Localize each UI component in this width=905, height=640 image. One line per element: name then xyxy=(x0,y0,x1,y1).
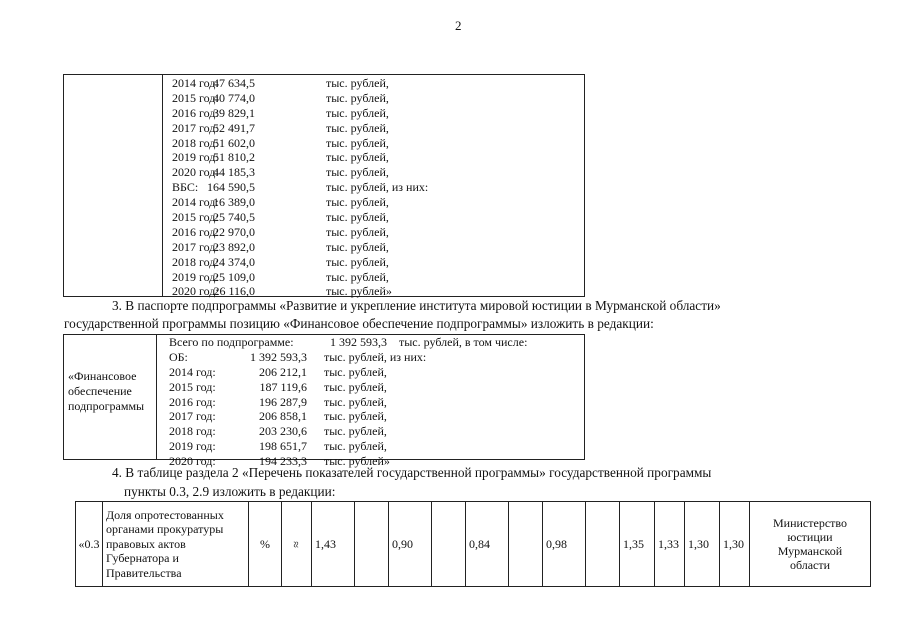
row-unit: тыс. рублей, из них: xyxy=(326,180,429,195)
row-unit: тыс. рублей, xyxy=(324,379,387,394)
row-value: 44 185,3 xyxy=(213,165,255,180)
row-value: 16 389,0 xyxy=(213,195,255,210)
row-label: 2014 год: xyxy=(172,76,219,90)
row-unit: тыс. рублей, xyxy=(326,224,389,239)
row-label: 2020 год: xyxy=(172,284,219,299)
row-label: 2015 год: xyxy=(169,379,216,394)
responsible-executor xyxy=(750,502,871,587)
page-number: 2 xyxy=(455,18,462,33)
row-unit: тыс. рублей, xyxy=(326,90,389,105)
row-unit: тыс. рублей, xyxy=(326,135,389,150)
table-row xyxy=(172,76,584,91)
row-label: 2019 год: xyxy=(172,269,219,284)
indicator-value: 1,43 xyxy=(312,502,355,587)
row-unit: тыс. рублей, xyxy=(324,439,387,454)
row-label: 2020 год: xyxy=(172,165,219,180)
table-row xyxy=(169,395,584,410)
indicator-unit: % xyxy=(249,502,282,587)
table-row xyxy=(172,180,584,195)
row-unit: тыс. рублей» xyxy=(324,454,390,469)
row-value: 164 590,5 xyxy=(207,180,255,195)
table-row xyxy=(76,502,871,587)
row-value: 187 119,6 xyxy=(259,379,307,394)
row-unit: тыс. рублей, из них: xyxy=(324,349,427,364)
paragraph-4-line-1: 4. В таблице раздела 2 «Перечень показателей государственной программы» государственной программы xyxy=(112,465,712,480)
table-row xyxy=(169,424,584,439)
responsible-line: юстиции xyxy=(787,530,833,544)
row-value: 23 892,0 xyxy=(213,239,255,254)
row-value: 22 970,0 xyxy=(213,224,255,239)
row-label: 2017 год: xyxy=(169,409,216,424)
row-unit: тыс. рублей» xyxy=(326,284,392,299)
row-label: 2017 год: xyxy=(172,239,219,254)
row-label: 2016 год: xyxy=(169,394,216,409)
table-row xyxy=(169,439,584,454)
paragraph-3-line-2: государственной программы позицию «Финансовое обеспечение подпрограммы» изложить в редакции: xyxy=(64,316,654,331)
row-label: 2014 год: xyxy=(169,364,216,379)
financing-rows xyxy=(172,76,584,299)
indicator-code: «0.3 xyxy=(76,502,103,587)
row-label: 2015 год: xyxy=(172,210,219,225)
row-unit: тыс. рублей, xyxy=(324,424,387,439)
row-label: 2014 год: xyxy=(172,195,219,210)
row-label: 2019 год: xyxy=(172,150,219,165)
row-unit: тыс. рублей, xyxy=(326,195,389,210)
total-row xyxy=(169,335,584,350)
direction-mark: ≈ xyxy=(289,540,303,548)
row-unit: тыс. рублей, xyxy=(326,120,389,135)
row-unit: тыс. рублей, xyxy=(326,150,389,165)
row-value: 24 374,0 xyxy=(213,254,255,269)
row-label: 2018 год: xyxy=(172,135,219,150)
table-row xyxy=(172,106,584,121)
subprogram-financing-table xyxy=(63,334,585,469)
row-value: 47 634,5 xyxy=(213,76,255,90)
row-unit: тыс. рублей, xyxy=(326,76,389,90)
indicator-value: 1,33 xyxy=(655,502,685,587)
row-value: 51 602,0 xyxy=(213,135,255,150)
row-value: 194 233,3 xyxy=(259,454,307,469)
table-row xyxy=(172,240,584,255)
indicator-value: 0,84 xyxy=(466,502,509,587)
table-row xyxy=(172,195,584,210)
row-unit: тыс. рублей, xyxy=(326,239,389,254)
indicator-value: 1,30 xyxy=(685,502,720,587)
responsible-line: Мурманской xyxy=(777,544,843,558)
table-row xyxy=(169,365,584,380)
row-value: 196 287,9 xyxy=(259,394,307,409)
row-label: 2019 год: xyxy=(169,439,216,454)
row-label: 2020 год: xyxy=(169,454,216,469)
row-unit: тыс. рублей, xyxy=(324,394,387,409)
row-value: 203 230,6 xyxy=(259,424,307,439)
row-label: ОБ: xyxy=(169,349,188,364)
indicator-value xyxy=(509,502,543,587)
paragraph-4-line-2: пункты 0.3, 2.9 изложить в редакции: xyxy=(124,484,336,499)
subprogram-year-rows xyxy=(169,350,584,469)
row-value: 25 740,5 xyxy=(213,210,255,225)
row-value: 26 116,0 xyxy=(213,284,255,299)
responsible-line: Министерство xyxy=(773,516,847,530)
row-label: 2017 год: xyxy=(172,120,219,135)
indicator-name-line: органами прокуратуры xyxy=(106,522,224,537)
table-row xyxy=(169,380,584,395)
indicator-value: 0,90 xyxy=(389,502,432,587)
table-row xyxy=(172,121,584,136)
responsible-line: области xyxy=(789,558,831,572)
row-unit: тыс. рублей, xyxy=(326,269,389,284)
table-row xyxy=(172,270,584,285)
financing-label-line: «Финансовое xyxy=(68,369,137,383)
row-label: 2018 год: xyxy=(169,424,216,439)
indicator-value xyxy=(355,502,389,587)
total-unit: тыс. рублей, в том числе: xyxy=(399,335,528,349)
row-value: 40 774,0 xyxy=(213,90,255,105)
row-value: 25 109,0 xyxy=(213,269,255,284)
row-unit: тыс. рублей, xyxy=(326,254,389,269)
row-unit: тыс. рублей, xyxy=(326,165,389,180)
indicator-name-line: Губернатора и xyxy=(106,551,179,566)
total-value: 1 392 593,3 xyxy=(330,335,387,349)
row-unit: тыс. рублей, xyxy=(326,210,389,225)
table-row xyxy=(169,350,584,365)
indicator-direction xyxy=(282,502,312,587)
table-row xyxy=(172,165,584,180)
row-value: 206 858,1 xyxy=(259,409,307,424)
row-value: 39 829,1 xyxy=(213,105,255,120)
row-value: 51 810,2 xyxy=(213,150,255,165)
row-value: 198 651,7 xyxy=(259,439,307,454)
table-row xyxy=(172,225,584,240)
financing-label xyxy=(68,369,144,414)
total-label: Всего по подпрограмме: xyxy=(169,335,294,349)
row-value: 1 392 593,3 xyxy=(250,349,307,364)
row-label: 2015 год: xyxy=(172,90,219,105)
paragraph-3-line-1: 3. В паспорте подпрограммы «Развитие и укрепление института мировой юстиции в Мурманской области» xyxy=(112,298,721,313)
row-label: 2016 год: xyxy=(172,105,219,120)
row-value: 52 491,7 xyxy=(213,120,255,135)
financing-label-cell xyxy=(64,335,157,459)
row-label: 2018 год: xyxy=(172,254,219,269)
table-row xyxy=(172,210,584,225)
row-value: 206 212,1 xyxy=(259,364,307,379)
indicator-name xyxy=(103,502,249,587)
row-unit: тыс. рублей, xyxy=(324,364,387,379)
indicator-value: 1,30 xyxy=(720,502,750,587)
financing-label-line: обеспечение xyxy=(68,384,132,398)
indicator-name-line: правовых актов xyxy=(106,536,186,551)
row-unit: тыс. рублей, xyxy=(324,409,387,424)
indicator-value: 0,98 xyxy=(543,502,586,587)
financing-continuation-table xyxy=(63,74,585,297)
indicator-name-line: Правительства xyxy=(106,565,182,580)
indicators-table xyxy=(75,501,871,587)
column-divider xyxy=(162,75,163,296)
table-row xyxy=(172,255,584,270)
financing-label-line: подпрограммы xyxy=(68,399,145,413)
row-label: ВБС: xyxy=(172,180,199,195)
table-row xyxy=(169,409,584,424)
indicator-value xyxy=(432,502,466,587)
subprogram-financing-rows xyxy=(169,335,584,469)
table-row xyxy=(172,91,584,106)
indicator-name-line: Доля опротестованных xyxy=(106,507,224,522)
table-row xyxy=(172,150,584,165)
indicator-value xyxy=(586,502,620,587)
row-label: 2016 год: xyxy=(172,224,219,239)
table-row xyxy=(172,136,584,151)
indicator-value: 1,35 xyxy=(620,502,655,587)
row-unit: тыс. рублей, xyxy=(326,105,389,120)
